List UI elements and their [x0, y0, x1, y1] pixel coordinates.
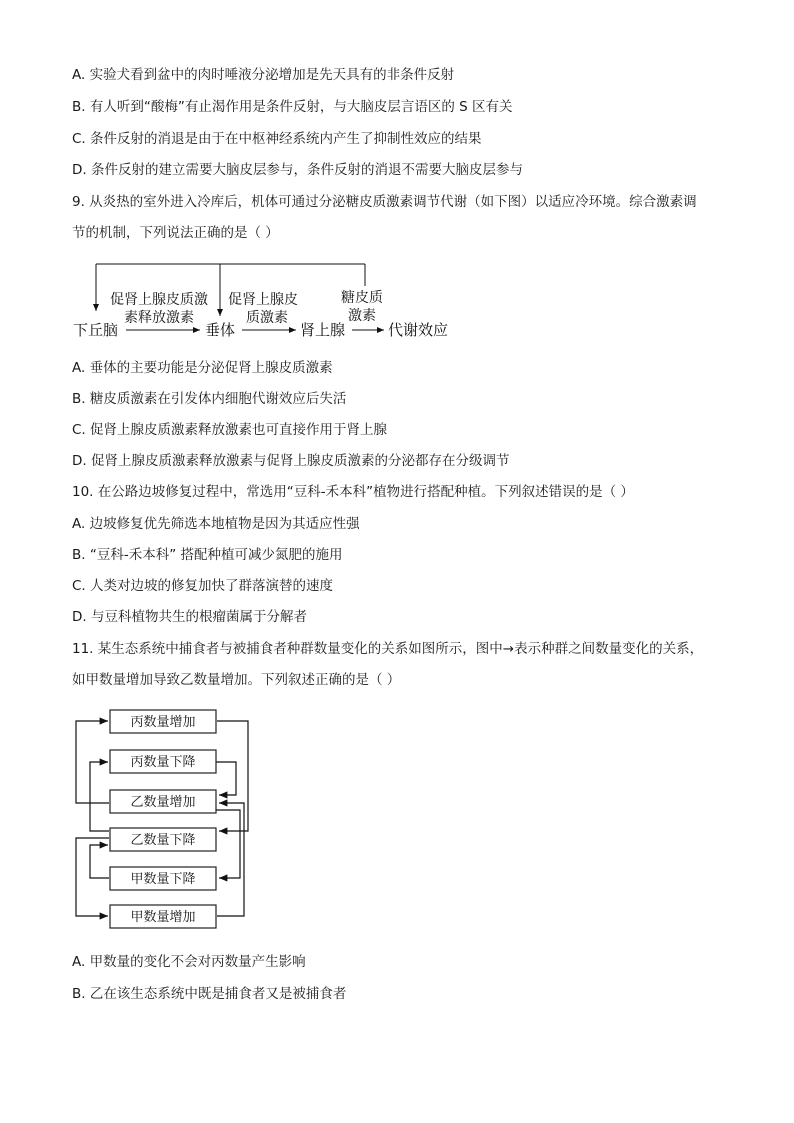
q9-stem-line1: 9. 从炎热的室外进入冷库后，机体可通过分泌糖皮质激素调节代谢（如下图）以适应冷环境。综合激素调: [72, 194, 697, 210]
q9-stem-line2: 节的机制，下列说法正确的是（ ）: [72, 225, 279, 241]
node-pituitary: 垂体: [205, 321, 236, 339]
box-bing-increase: [110, 710, 216, 733]
box-label: 甲数量下降: [130, 872, 196, 887]
q9-option-a: A. 垂体的主要功能是分泌促肾上腺皮质激素: [72, 360, 333, 376]
q9-option-b: B. 糖皮质激素在引发体内细胞代谢效应后失活: [72, 391, 347, 407]
hormone-label-crh-2: 素释放激素: [124, 310, 194, 326]
box-yi-decrease: [110, 828, 216, 851]
box-label: 乙数量下降: [130, 833, 196, 848]
box-label: 乙数量增加: [130, 795, 196, 810]
hormone-label-acth-2: 质激素: [246, 310, 288, 326]
q11-option-b: B. 乙在该生态系统中既是捕食者又是被捕食者: [72, 986, 347, 1002]
hormone-label-gc-2: 激素: [348, 308, 376, 324]
q10-option-d: D. 与豆科植物共生的根瘤菌属于分解者: [72, 609, 307, 625]
q11-option-a: A. 甲数量的变化不会对丙数量产生影响: [72, 954, 306, 970]
q9-option-d: D. 促肾上腺皮质激素释放激素与促肾上腺皮质激素的分泌都存在分级调节: [72, 453, 510, 469]
box-yi-increase: [110, 790, 216, 813]
q9-option-c: C. 促肾上腺皮质激素释放激素也可直接作用于肾上腺: [72, 422, 388, 438]
q8-option-a: A. 实验犬看到盆中的肉时唾液分泌增加是先天具有的非条件反射: [72, 67, 455, 83]
box-jia-decrease: [110, 867, 216, 890]
q8-option-c: C. 条件反射的消退是由于在中枢神经系统内产生了抑制性效应的结果: [72, 131, 482, 147]
q8-option-d: D. 条件反射的建立需要大脑皮层参与，条件反射的消退不需要大脑皮层参与: [72, 162, 523, 178]
population-relationship-diagram: [0, 700, 794, 940]
q10-option-c: C. 人类对边坡的修复加快了群落演替的速度: [72, 578, 334, 594]
feedback-lines: [96, 264, 365, 316]
q11-stem-line2: 如甲数量增加导致乙数量增加。下列叙述正确的是（ ）: [72, 672, 401, 688]
hormone-label-crh-1: 促肾上腺皮质激: [110, 292, 208, 308]
hormone-regulation-diagram: [0, 0, 794, 360]
hormone-label-gc-1: 糖皮质: [341, 290, 383, 306]
box-label: 甲数量增加: [130, 910, 196, 925]
box-label: 丙数量下降: [130, 755, 196, 770]
box-jia-increase: [110, 905, 216, 928]
q8-option-b: B. 有人听到“酸梅”有止渴作用是条件反射，与大脑皮层言语区的 S 区有关: [72, 99, 513, 115]
node-metabolic-effect: 代谢效应: [388, 321, 449, 339]
box-label: 丙数量增加: [130, 715, 196, 730]
node-adrenal: 肾上腺: [300, 321, 346, 339]
hormone-label-acth-1: 促肾上腺皮: [228, 292, 298, 308]
q10-stem: 10. 在公路边坡修复过程中，常选用“豆科-禾本科”植物进行搭配种植。下列叙述错误的是（ ）: [72, 484, 634, 500]
q10-option-a: A. 边坡修复优先筛选本地植物是因为其适应性强: [72, 516, 360, 532]
node-hypothalamus: 下丘脑: [73, 321, 119, 339]
q10-option-b: B. “豆科-禾本科” 搭配种植可减少氮肥的施用: [72, 547, 343, 563]
q11-stem-line1: 11. 某生态系统中捕食者与被捕食者种群数量变化的关系如图所示，图中→表示种群之间数量变化的关系，: [72, 641, 704, 657]
box-bing-decrease: [110, 750, 216, 773]
